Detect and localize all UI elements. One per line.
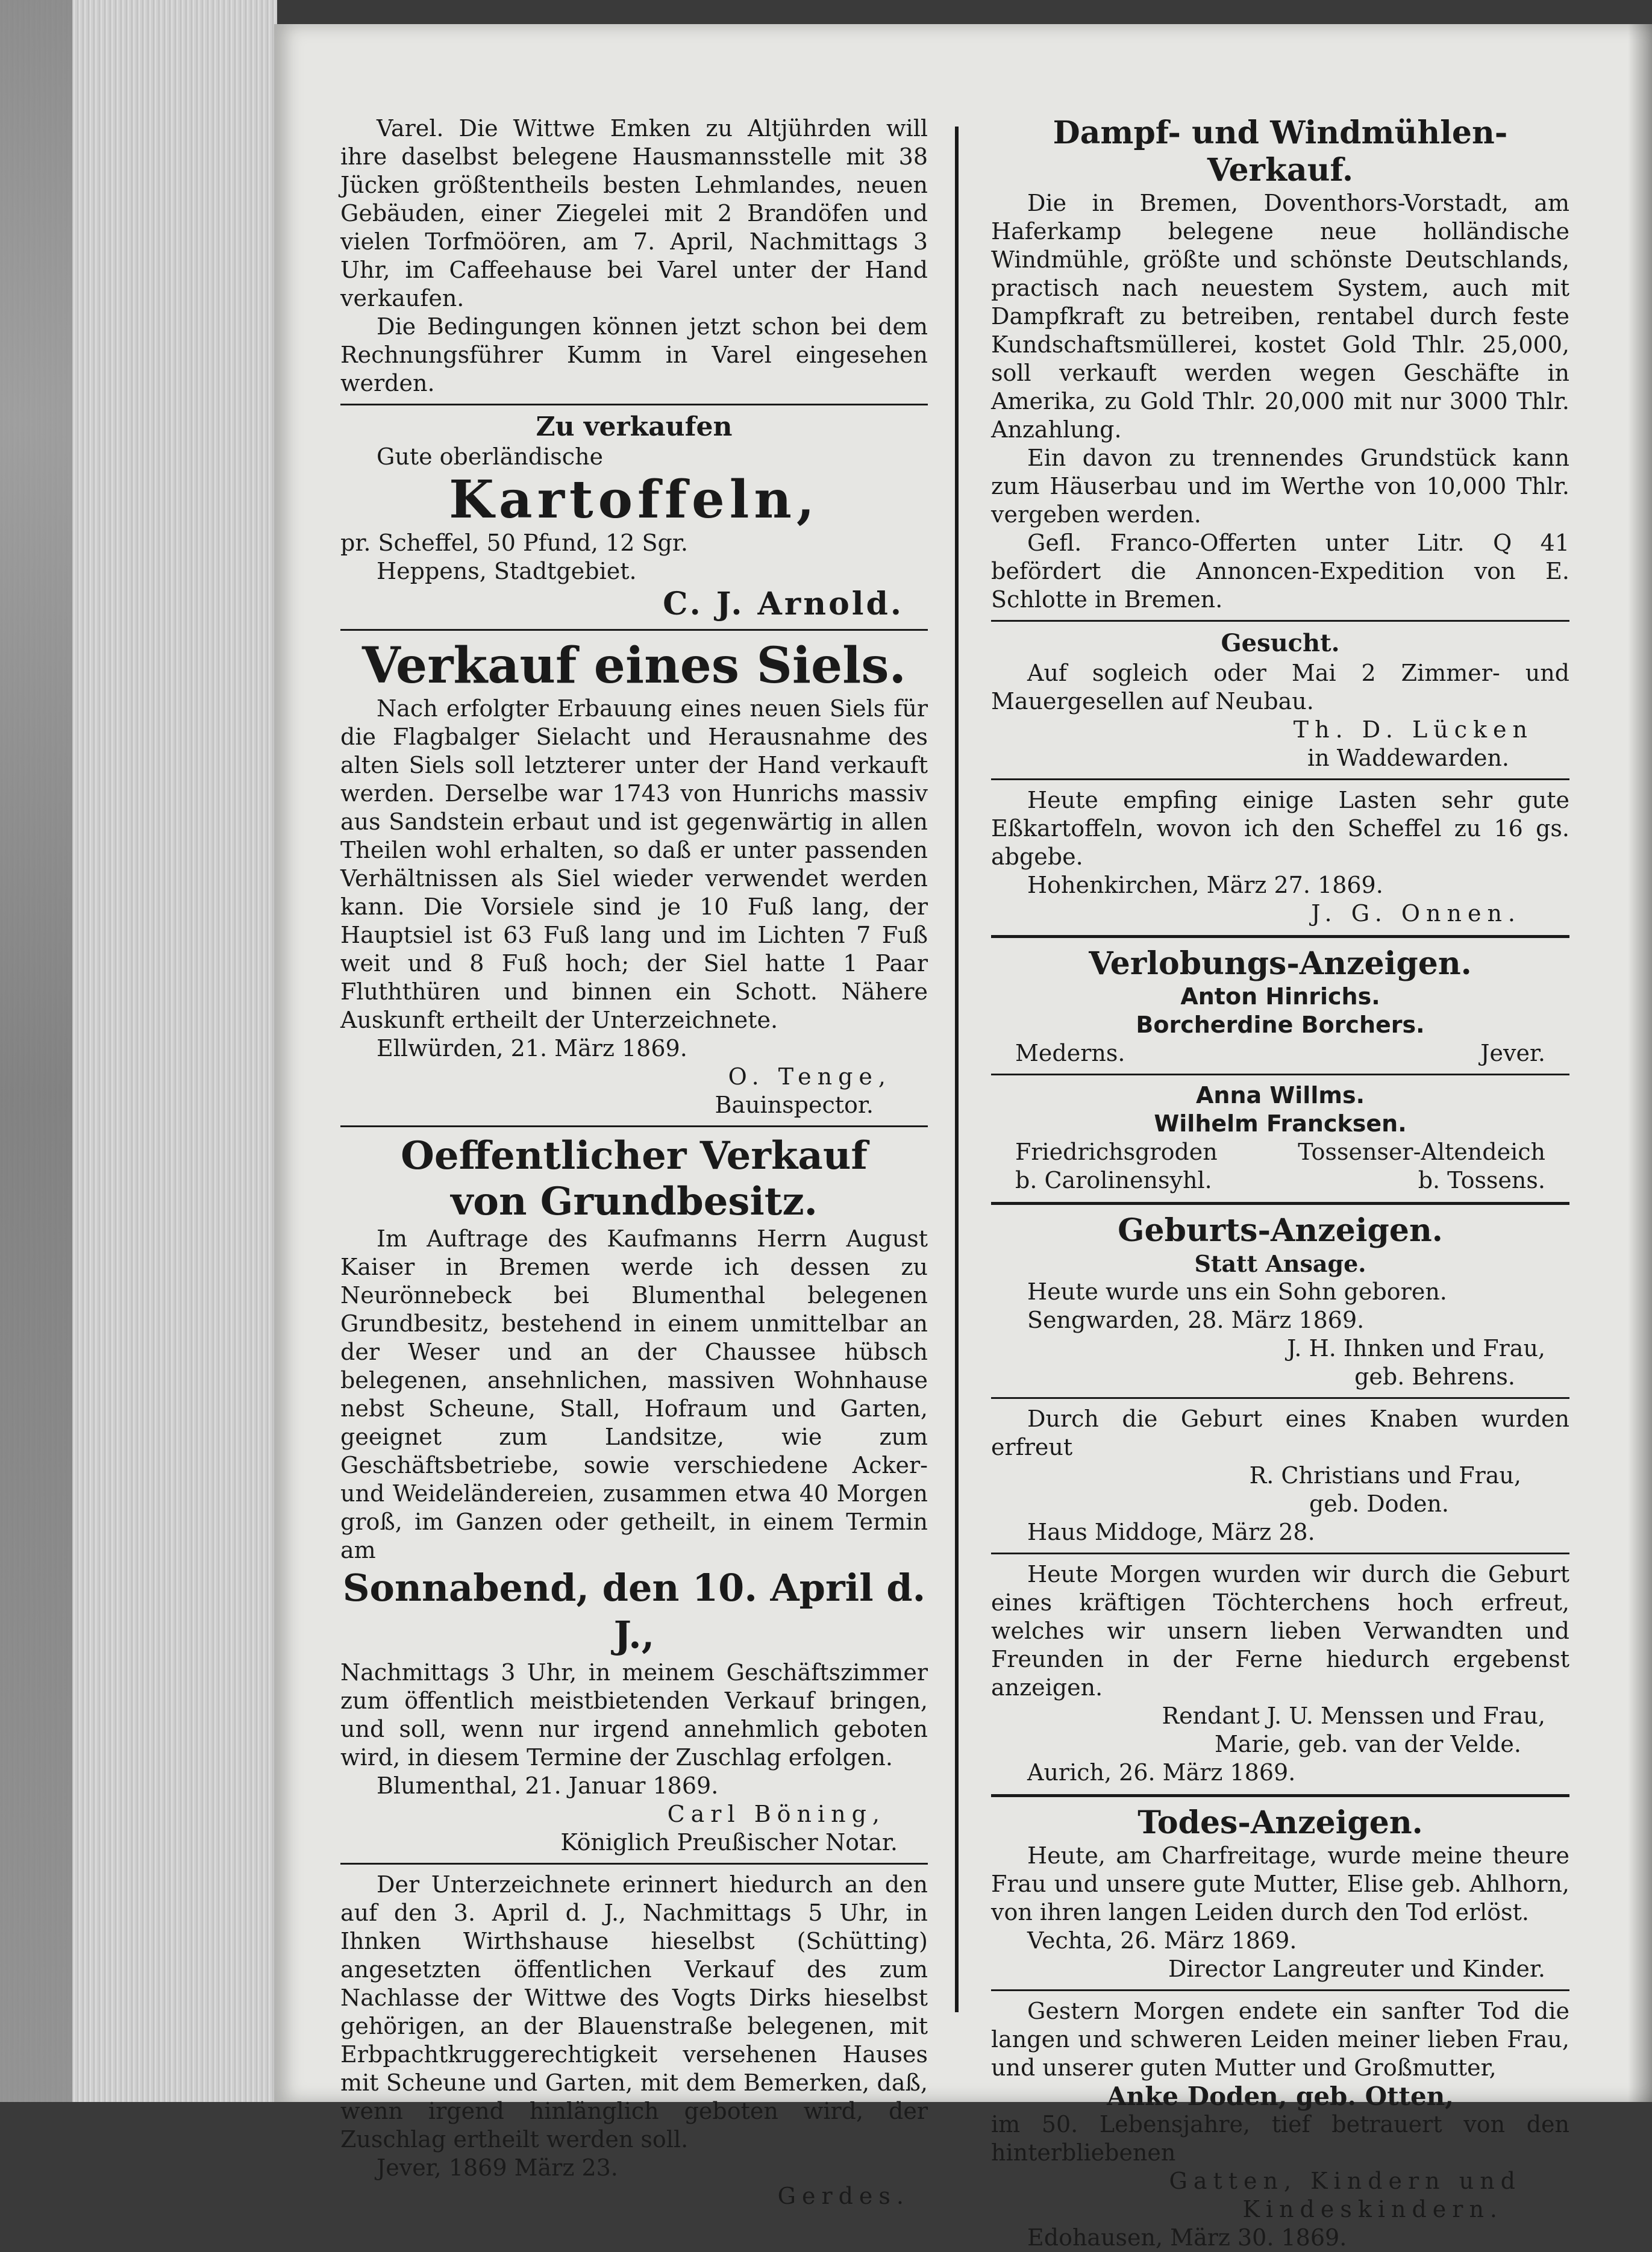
place-left: Mederns. xyxy=(1015,1040,1125,1066)
notice-date: Edohausen, März 30. 1869. xyxy=(1027,2224,1347,2251)
ad-gesucht xyxy=(991,628,1569,772)
ad-jever xyxy=(340,1871,928,2210)
ad-auction-date: Sonnabend, den 10. April d. J., xyxy=(342,1566,926,1657)
divider xyxy=(991,778,1569,780)
ad-location: Heppens, Stadtgebiet. xyxy=(377,558,637,584)
notice-body: Heute, am Charfreitage, wurde meine theure Frau und unsere gute Mutter, Elise geb. Ahlhorn, von ihren langen Leiden durch den Tod erlöst. xyxy=(991,1842,1569,1925)
book-cover-edge xyxy=(0,0,72,2102)
place-row xyxy=(991,1138,1569,1166)
place-right: b. Tossens. xyxy=(1418,1167,1545,1193)
notice-date: Sengwarden, 28. März 1869. xyxy=(1027,1307,1365,1333)
person-name: Anna Willms. xyxy=(1195,1082,1365,1109)
section-title: Geburts-Anzeigen. xyxy=(1118,1212,1443,1249)
newspaper-page xyxy=(274,24,1652,2251)
ad-price: pr. Scheffel, 50 Pfund, 12 Sgr. xyxy=(340,530,688,556)
ad-place-date: Blumenthal, 21. Januar 1869. xyxy=(377,1772,719,1799)
place-right: Jever. xyxy=(1480,1040,1545,1066)
notice-body: im 50. Lebensjahre, tief betrauert von den hinterbliebenen xyxy=(991,2111,1569,2166)
ad-big-title: Kartoffeln, xyxy=(449,469,819,530)
divider xyxy=(991,1553,1569,1554)
ad-body: Auf sogleich oder Mai 2 Zimmer- und Mauergesellen auf Neubau. xyxy=(991,660,1569,715)
ad-date: Jever, 1869 März 23. xyxy=(377,2154,618,2181)
ad-body: Der Unterzeichnete erinnert hiedurch an den auf den 3. April d. J., Nachmittags 5 Uhr, in Ihnken Wirthshause hieselbst (Schütting) angesetzten öffentlichen Verkauf des zum Nachlasse der Wittwe des Vogts Dirks hieselbst gehörigen, an der Blauenstraße belegenen, mit Erbpachtkruggerechtigkeit versehenen Hauses mit Scheune und Garten, mit dem Bemerken, daß, wenn irgend hinlänglich geboten wird, der Zuschlag ertheilt werden soll. xyxy=(340,1871,928,2153)
notice-signature: geb. Behrens. xyxy=(1354,1363,1515,1390)
section-divider xyxy=(991,1794,1569,1797)
ad-windmuehle xyxy=(991,114,1569,614)
divider xyxy=(991,1397,1569,1399)
ad-signature-location: in Waddewarden. xyxy=(1307,745,1509,771)
notice-signature: Gatten, Kindern und xyxy=(1169,2168,1521,2194)
ad-title-line2: von Grundbesitz. xyxy=(451,1179,818,1224)
place-left: b. Carolinensyhl. xyxy=(1015,1167,1212,1193)
ad-title: Dampf- und Windmühlen-Verkauf. xyxy=(1053,114,1508,189)
deceased-name: Anke Doden, geb. Otten, xyxy=(1107,2082,1454,2111)
section-verlobung xyxy=(991,945,1569,1195)
notice-body: Durch die Geburt eines Knaben wurden erfreut xyxy=(991,1406,1569,1460)
notice-date: Aurich, 26. März 1869. xyxy=(1027,1759,1296,1786)
notice-signature: Director Langreuter und Kinder. xyxy=(1168,1956,1545,1982)
ad-body: Die in Bremen, Doventhors-Vorstadt, am Haferkamp belegene neue holländische Windmühle, größte und schönste Deutschlands, practisch nach neuestem System, auch mit Dampfkraft zu betreiben, rentabel durch feste Kundschaftsmüllerei, kostet Gold Thlr. 25,000, soll verkauft werden wegen Geschäfte in Amerika, zu Gold Thlr. 20,000 mit nur 3000 Thlr. Anzahlung. xyxy=(991,190,1569,443)
ad-signature: Th. D. Lücken xyxy=(1293,716,1533,743)
ad-date: Ellwürden, 21. März 1869. xyxy=(377,1035,687,1062)
ad-siel xyxy=(340,637,928,1119)
notice-date: Haus Middoge, März 28. xyxy=(1027,1519,1315,1545)
notice-signature: Marie, geb. van der Velde. xyxy=(1214,1731,1521,1757)
ad-signature: Carl Böning, xyxy=(667,1801,886,1827)
ad-varel-text: Varel. Die Wittwe Emken zu Altjührden will ihre daselbst belegene Hausmannsstelle mit 38 Jücken größtentheils besten Lehmlandes, neuen Gebäuden, einer Ziegelei mit 2 Brandöfen und vielen Torfmöören, am 7. April, Nachmittags 3 Uhr, im Caffeehause bei Varel unter der Hand verkaufen. xyxy=(340,115,928,311)
section-title: Verlobungs-Anzeigen. xyxy=(1089,945,1472,982)
section-title: Todes-Anzeigen. xyxy=(1137,1804,1423,1841)
ad-heading: Zu verkaufen xyxy=(536,411,733,442)
divider xyxy=(340,1125,928,1127)
notice-body: Gestern Morgen endete ein sanfter Tod die langen und schweren Leiden meiner lieben Frau, und unserer guten Mutter und Großmutter, xyxy=(991,1998,1569,2081)
ad-subline: Gute oberländische xyxy=(377,443,604,470)
divider xyxy=(991,1074,1569,1075)
notice-signature: Kindeskindern. xyxy=(1242,2196,1503,2222)
section-divider xyxy=(991,935,1569,938)
ad-body-continued: Nachmittags 3 Uhr, in meinem Geschäftszimmer zum öffentlich meistbietenden Verkauf bringen, und soll, wenn nur irgend annehmlich geboten wird, in diesem Termine der Zuschlag erfolgen. xyxy=(340,1659,928,1771)
ad-signature-title: Königlich Preußischer Notar. xyxy=(560,1829,898,1856)
divider xyxy=(340,1863,928,1865)
place-row xyxy=(991,1039,1569,1068)
notice-signature: Rendant J. U. Menssen und Frau, xyxy=(1162,1703,1545,1729)
ad-signature: J. G. Onnen. xyxy=(1311,900,1521,927)
ad-date: Hohenkirchen, März 27. 1869. xyxy=(1027,872,1383,898)
ad-signature: Gerdes. xyxy=(777,2183,910,2209)
ad-kartoffeln xyxy=(340,411,928,623)
person-name: Anton Hinrichs. xyxy=(1180,983,1380,1010)
left-column xyxy=(340,114,928,2210)
notice-signature: R. Christians und Frau, xyxy=(1249,1462,1521,1489)
ad-esskartoffeln xyxy=(991,786,1569,928)
ad-body: Im Auftrage des Kaufmanns Herrn August Kaiser in Bremen werde ich dessen zu Neurönnebeck bei Blumenthal belegenen Grundbesitz, bestehend in einem unmittelbar an der Weser und an der Chaussee hübsch belegenen, ansehnlichen, massiven Wohnhause nebst Scheune, Stall, Hofraum und Garten, geeignet zum Landsitze, wie zum Geschäftsbetriebe, sowie verschiedene Acker- und Weideländereien, zusammen etwa 40 Morgen groß, im Ganzen oder getheilt, in einem Termin am xyxy=(340,1225,928,1563)
right-column xyxy=(991,114,1569,2252)
ad-body: Nach erfolgter Erbauung eines neuen Siels für die Flagbalger Sielacht und Herausnahme des alten Siels soll letzterer unter der Hand verkauft werden. Derselbe war 1743 von Hunrichs massiv aus Sandstein erbaut und ist gegenwärtig in allen Theilen wohl erhalten, so daß er unter passenden Verhältnissen als Siel wieder verwendet werden kann. Die Vorsiele sind je 10 Fuß lang, der Hauptsiel ist 63 Fuß lang und im Lichten 7 Fuß weit und 8 Fuß hoch; der Siel hatte 1 Paar Fluththüren und binnen ein Schott. Nähere Auskunft ertheilt der Unterzeichnete. xyxy=(340,695,928,1033)
notice-signature: geb. Doden. xyxy=(1309,1490,1449,1517)
notice-body: Heute wurde uns ein Sohn geboren. xyxy=(1027,1278,1447,1305)
notice-date: Vechta, 26. März 1869. xyxy=(1027,1927,1297,1954)
notice-body: Heute Morgen wurden wir durch die Geburt eines kräftigen Töchterchens hoch erfreut, welches wir unsern lieben Verwandten und Freunden in der Ferne hiedurch ergebenst anzeigen. xyxy=(991,1561,1569,1701)
place-left: Friedrichsgroden xyxy=(1015,1139,1218,1165)
divider xyxy=(991,1989,1569,1991)
notice-signature: J. H. Ihnken und Frau, xyxy=(1287,1335,1545,1362)
ad-varel-conditions: Die Bedingungen können jetzt schon bei dem Rechnungsführer Kumm in Varel eingesehen werden. xyxy=(340,313,928,396)
ad-title: Verkauf eines Siels. xyxy=(361,637,907,695)
page-shadow xyxy=(1628,24,1652,2102)
ad-title: Gesucht. xyxy=(1221,629,1340,657)
ad-title: Oeffentlicher Verkauf xyxy=(401,1133,868,1178)
ad-body: Heute empfing einige Lasten sehr gute Eßkartoffeln, wovon ich den Scheffel zu 16 gs. abgebe. xyxy=(991,787,1569,870)
place-right: Tossenser-Altendeich xyxy=(1298,1139,1545,1165)
place-row xyxy=(991,1166,1569,1195)
notice-subheading: Statt Ansage. xyxy=(1194,1250,1366,1277)
ad-body: Gefl. Franco-Offerten unter Litr. Q 41 befördert die Annoncen-Expedition von E. Schlotte in Bremen. xyxy=(991,530,1569,613)
section-divider xyxy=(991,1202,1569,1205)
divider xyxy=(340,404,928,405)
person-name: Borcherdine Borchers. xyxy=(1136,1012,1425,1038)
divider xyxy=(340,629,928,631)
divider xyxy=(991,620,1569,622)
column-divider xyxy=(955,127,959,2012)
section-geburt xyxy=(991,1212,1569,1787)
person-name: Wilhelm Francksen. xyxy=(1154,1110,1407,1137)
ad-signature: C. J. Arnold. xyxy=(663,586,904,622)
ad-signature-title: Bauinspector. xyxy=(715,1092,874,1118)
ad-varel xyxy=(340,114,928,398)
ad-body: Ein davon zu trennendes Grundstück kann zum Häuserbau und im Werthe von 10,000 Thlr. vergeben werden. xyxy=(991,445,1569,528)
ad-grundbesitz xyxy=(340,1133,928,1857)
ad-signature: O. Tenge, xyxy=(728,1063,892,1090)
section-tod xyxy=(991,1804,1569,2252)
